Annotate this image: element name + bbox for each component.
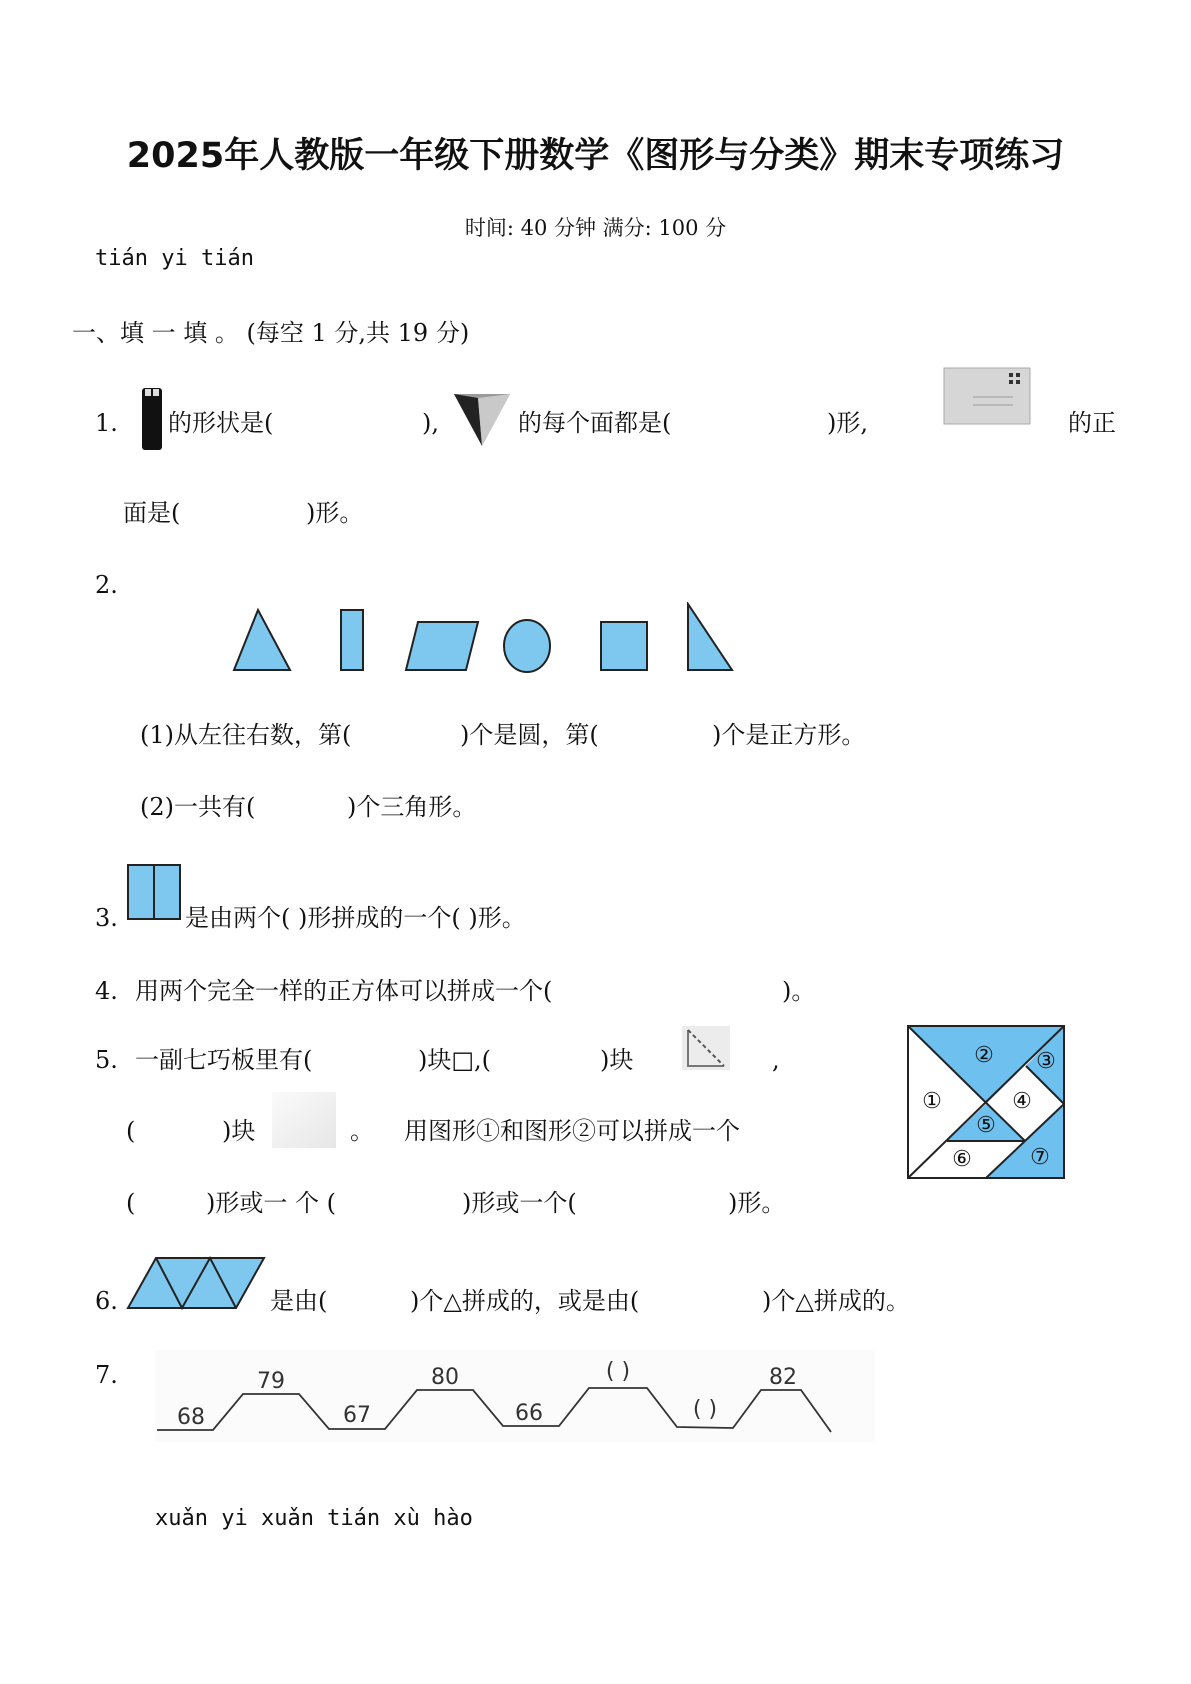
q4-text-open: 用两个完全一样的正方体可以拼成一个( xyxy=(135,977,553,1005)
tangram-label-1: ① xyxy=(922,1089,942,1114)
circle-shape xyxy=(504,620,550,672)
tangram-label-6: ⑥ xyxy=(952,1147,972,1172)
q6-blank-1[interactable] xyxy=(338,1286,398,1316)
q5-line3-b: )形或一 个 ( xyxy=(206,1189,336,1217)
right-triangle-shape xyxy=(688,604,732,670)
q5-number: 5. xyxy=(95,1046,118,1074)
tangram-label-4: ④ xyxy=(1012,1089,1032,1114)
q2-sub1-open: (1)从左往右数，第( xyxy=(140,721,352,749)
number-zigzag-diagram xyxy=(155,1350,875,1442)
q4-blank[interactable] xyxy=(630,976,780,1006)
q4-text-close: )。 xyxy=(782,977,816,1005)
q5-line2-d: 用图形①和图形②可以拼成一个 xyxy=(404,1117,740,1145)
q5-line1-c: )块 xyxy=(600,1046,634,1074)
exam-meta: 时间: 40 分钟 满分: 100 分 xyxy=(464,216,727,240)
q1-number: 1. xyxy=(95,409,118,437)
parallelogram-piece-image xyxy=(272,1092,336,1148)
q2-sub2-open: (2)一共有( xyxy=(140,793,256,821)
q5-blank-triangles[interactable] xyxy=(520,1045,590,1075)
q5-line1-d: , xyxy=(772,1046,780,1074)
q5-blank-squares[interactable] xyxy=(350,1045,410,1075)
tangram-diagram xyxy=(906,1024,1066,1180)
triangle-shape xyxy=(234,610,290,670)
q1-line2-open: 面是( xyxy=(123,499,181,527)
q6-number: 6. xyxy=(95,1287,118,1315)
tangram-label-5: ⑤ xyxy=(976,1113,996,1138)
envelope-image xyxy=(943,367,1031,425)
q2-number: 2. xyxy=(95,571,118,599)
q5-blank-parallelograms[interactable] xyxy=(140,1116,220,1146)
q5-line2-c: 。 xyxy=(350,1117,374,1145)
rectangle-shape xyxy=(341,610,363,670)
q5-line2-a: ( xyxy=(126,1117,136,1145)
two-rectangles-image xyxy=(127,864,181,920)
q2-sub2-close: )个三角形。 xyxy=(347,793,477,821)
pinyin-xuan-yi-xuan: xuǎn yi xuǎn tián xù hào xyxy=(155,1506,473,1531)
q1-blank-2[interactable] xyxy=(700,408,820,438)
q4-number: 4. xyxy=(95,977,118,1005)
section-heading-fill-in: 一、填 一 填 。 (每空 1 分,共 19 分) xyxy=(72,319,470,347)
q5-line1-a: 一副七巧板里有( xyxy=(135,1046,313,1074)
q2-sub1-mid: )个是圆，第( xyxy=(460,721,599,749)
pyramid-image xyxy=(452,390,512,448)
zigzag-value-79: 79 xyxy=(257,1369,285,1394)
q2-shapes-row xyxy=(228,602,748,674)
q6-blank-2[interactable] xyxy=(690,1286,750,1316)
tangram-label-7: ⑦ xyxy=(1030,1145,1050,1170)
pinyin-tian-yi-tian: tián yi tián xyxy=(95,246,254,271)
q5-line1-b: )块□,( xyxy=(418,1046,492,1074)
q1-blank-1[interactable] xyxy=(296,408,416,438)
q1-text-b: 的每个面都是( xyxy=(518,409,672,437)
q5-blank-shape-3[interactable] xyxy=(600,1188,720,1218)
q2-blank-square[interactable] xyxy=(630,720,700,750)
q1-line2-close: )形。 xyxy=(306,499,364,527)
q3-number: 3. xyxy=(95,904,118,932)
q5-line2-b: )块 xyxy=(222,1117,256,1145)
q1-text-b-close: )形, xyxy=(827,409,868,437)
q6-text-a: 是由( xyxy=(270,1287,328,1315)
zigzag-value-82: 82 xyxy=(769,1365,797,1390)
zigzag-value-68: 68 xyxy=(177,1405,205,1430)
q1-text-c: 的正 xyxy=(1068,409,1116,437)
zigzag-blank-1: ( ) xyxy=(605,1359,631,1384)
q5-line3-c: )形或一个( xyxy=(462,1189,577,1217)
q3-text: 是由两个( )形拼成的一个( )形。 xyxy=(185,904,526,932)
page-title: 2025年人教版一年级下册数学《图形与分类》期末专项练习 xyxy=(126,136,1065,176)
square-shape xyxy=(601,622,647,670)
triangles-parallelogram-image xyxy=(126,1256,266,1310)
zigzag-value-67: 67 xyxy=(343,1403,371,1428)
q1-blank-3[interactable] xyxy=(190,498,300,528)
triangle-piece-image xyxy=(682,1026,730,1070)
q1-text-a-close: ), xyxy=(422,409,439,437)
zigzag-value-66: 66 xyxy=(515,1401,543,1426)
parallelogram-shape xyxy=(406,622,478,670)
q1-text-a: 的形状是( xyxy=(168,409,274,437)
battery-cylinder-image xyxy=(140,386,164,452)
q2-sub1-close: )个是正方形。 xyxy=(712,721,866,749)
tangram-label-2: ② xyxy=(974,1043,994,1068)
q2-blank-circle[interactable] xyxy=(385,720,445,750)
q5-line3-d: )形。 xyxy=(728,1189,786,1217)
zigzag-blank-2: ( ) xyxy=(692,1397,718,1422)
q5-line3-a: ( xyxy=(126,1189,136,1217)
q7-number: 7. xyxy=(95,1361,118,1389)
q6-text-b: )个△拼成的，或是由( xyxy=(410,1287,640,1315)
zigzag-value-80: 80 xyxy=(431,1365,459,1390)
q5-blank-shape-1[interactable] xyxy=(140,1188,205,1218)
q6-text-c: )个△拼成的。 xyxy=(762,1287,910,1315)
q2-blank-triangles[interactable] xyxy=(275,792,335,822)
tangram-label-3: ③ xyxy=(1036,1049,1056,1074)
q5-blank-shape-2[interactable] xyxy=(378,1188,458,1218)
